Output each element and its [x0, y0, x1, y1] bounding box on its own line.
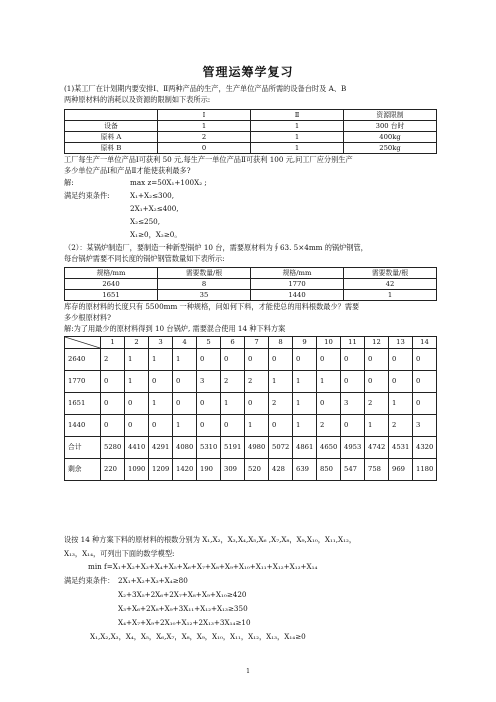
row-label: 1770 — [65, 371, 101, 393]
table-cell: 1 — [251, 132, 344, 143]
table-cell: 1 — [389, 393, 413, 415]
cutting-constraint-4: X₄+X₇+X₉+2X₁₀+X₁₂+2X₁₃+3X₁₄≥10 — [118, 618, 251, 627]
table-row — [65, 459, 437, 481]
objective-function: max z=50X₁+100X₂ ; — [130, 178, 207, 187]
table-cell: 原料 A — [65, 132, 158, 143]
table-cell: 250kg — [344, 143, 437, 154]
table-cell: 1 — [149, 349, 173, 371]
page-number: 1 — [246, 668, 250, 675]
table-cell: 0 — [125, 415, 149, 437]
table-cell: 0 — [197, 415, 221, 437]
table-cell: 0 — [413, 393, 437, 415]
constraints-label: 满足约束条件: — [64, 191, 110, 200]
table-cell: 0 — [149, 415, 173, 437]
table-row — [65, 290, 437, 301]
table-cell: 4320 — [413, 437, 437, 459]
table-cell: 1209 — [149, 459, 173, 481]
nonnegativity-constraint: X₁,X₂,X₃，X₄，X₅，X₆,X₇，X₈，X₉，X₁₀，X₁₁，X₁₂，X₁₃，X₁₄≥0 — [90, 632, 306, 641]
cutting-plan-table — [64, 336, 437, 481]
variable-definition-line1: 设按 14 种方案下料的原材料的根数分别为 X₁,X₂，X₃,X₄,X₅,X₆ ,X₇,X₈，X₉,X₁₀，X₁₁,X₁₂， — [64, 535, 357, 544]
table-cell: 3 — [341, 393, 365, 415]
plan-column-header: 2 — [125, 337, 149, 349]
table-cell: 0 — [173, 393, 197, 415]
constraint-3: X₂≤250, — [130, 217, 161, 226]
plan-column-header: 4 — [173, 337, 197, 349]
table-cell: 1 — [125, 349, 149, 371]
table-cell: 2 — [158, 132, 251, 143]
table-cell: 0 — [101, 393, 125, 415]
plan-column-header: 14 — [413, 337, 437, 349]
table-cell: 1 — [125, 371, 149, 393]
table-cell: 0 — [317, 349, 341, 371]
resource-table — [64, 109, 437, 154]
table-row — [65, 132, 437, 143]
table-cell: 547 — [341, 459, 365, 481]
table-cell: 4650 — [317, 437, 341, 459]
table-cell: 1180 — [413, 459, 437, 481]
table-cell: 4861 — [293, 437, 317, 459]
table-cell: 原料 B — [65, 143, 158, 154]
table-cell: 2 — [221, 371, 245, 393]
table-cell: 0 — [269, 349, 293, 371]
table-cell: 4080 — [173, 437, 197, 459]
table-cell: 0 — [101, 415, 125, 437]
page-title: 管理运筹学复习 — [202, 65, 294, 79]
variable-definition-line2: X₁₃，X₁₄，可列出下面的数学模型: — [64, 549, 175, 558]
table-cell: 0 — [389, 371, 413, 393]
table-cell: 0 — [293, 349, 317, 371]
table-cell: 0 — [389, 349, 413, 371]
table-cell: 1 — [365, 415, 389, 437]
table-row — [65, 371, 437, 393]
table-cell: 42 — [344, 279, 437, 290]
table-cell: 969 — [389, 459, 413, 481]
table-cell: 1 — [293, 415, 317, 437]
table-cell: 4953 — [341, 437, 365, 459]
table-cell: 2 — [389, 415, 413, 437]
table-cell: 0 — [413, 371, 437, 393]
row-label: 1440 — [65, 415, 101, 437]
table-cell: 1 — [173, 349, 197, 371]
table-cell: 1 — [251, 121, 344, 132]
table-cell: 850 — [317, 459, 341, 481]
table-cell: 1 — [221, 393, 245, 415]
table-cell: Ⅱ — [251, 110, 344, 121]
table-cell: 0 — [341, 415, 365, 437]
table-cell: 520 — [245, 459, 269, 481]
table-cell: 1 — [293, 393, 317, 415]
table-cell: 35 — [158, 290, 251, 301]
plan-column-header: 1 — [101, 337, 125, 349]
table-cell: 3 — [197, 371, 221, 393]
constraint-1: X₁+X₂≤300, — [130, 191, 175, 200]
row-label: 剩余 — [65, 459, 101, 481]
table-cell: 1 — [317, 371, 341, 393]
table-cell: 2 — [317, 415, 341, 437]
table-cell: 0 — [317, 393, 341, 415]
solution-label: 解: — [64, 178, 74, 187]
table-cell: 400kg — [344, 132, 437, 143]
table-cell: 需要数量/根 — [344, 268, 437, 279]
table-cell: 0 — [341, 371, 365, 393]
plan-column-header: 5 — [197, 337, 221, 349]
row-label: 2640 — [65, 349, 101, 371]
table-cell — [65, 110, 158, 121]
table-cell: 1 — [173, 415, 197, 437]
table-cell: 0 — [221, 415, 245, 437]
table-cell: 0 — [413, 349, 437, 371]
table-cell: 0 — [221, 349, 245, 371]
table-cell: 5280 — [101, 437, 125, 459]
table-cell: 639 — [293, 459, 317, 481]
table-cell: 1770 — [251, 279, 344, 290]
table-cell: 0 — [158, 143, 251, 154]
table-cell: 1651 — [65, 290, 158, 301]
constraint-2: 2X₁+X₂≤400, — [130, 204, 179, 213]
constraint-4: X₁≥0，X₂≥0。 — [130, 230, 182, 239]
table-cell: 0 — [269, 415, 293, 437]
table-row — [65, 393, 437, 415]
constraints-label-2: 满足约束条件： — [64, 576, 115, 585]
table-cell: 190 — [197, 459, 221, 481]
problem2-question-line1: 库存的原材料的长度只有 5500mm 一种规格，问如何下料，才能使总的用料根数最少？需要 — [64, 302, 360, 311]
table-cell: 1440 — [251, 290, 344, 301]
table-cell: 0 — [197, 349, 221, 371]
table-row — [65, 349, 437, 371]
table-cell: 1 — [245, 415, 269, 437]
table-cell: 0 — [341, 349, 365, 371]
table-cell: 1 — [293, 371, 317, 393]
table-cell: 2 — [101, 349, 125, 371]
cutting-constraint-1: 2X₁+X₂+X₃+X₄≥80 — [118, 576, 188, 585]
row-label: 1651 — [65, 393, 101, 415]
table-cell: 1090 — [125, 459, 149, 481]
table-cell: 300 台时 — [344, 121, 437, 132]
table-cell: 设备 — [65, 121, 158, 132]
table-cell: 4410 — [125, 437, 149, 459]
table-cell: 1 — [149, 393, 173, 415]
plan-column-header: 9 — [293, 337, 317, 349]
table-cell: 4531 — [389, 437, 413, 459]
problem1-intro-line1: (1)某工厂在计划期内要安排Ⅰ、Ⅱ两种产品的生产，生产单位产品所需的设备台时及 A、B — [64, 84, 347, 93]
table-cell: 0 — [245, 393, 269, 415]
plan-column-header: 3 — [149, 337, 173, 349]
table-cell: 1 — [251, 143, 344, 154]
problem2-intro-line2: 每台锅炉需要不同长度的锅炉钢管数量如下表所示: — [64, 254, 225, 263]
table-cell: 4742 — [365, 437, 389, 459]
table-cell: 5191 — [221, 437, 245, 459]
table-cell: Ⅰ — [158, 110, 251, 121]
table-cell: 4291 — [149, 437, 173, 459]
table-cell: 1 — [269, 371, 293, 393]
plan-column-header: 10 — [317, 337, 341, 349]
plan-column-header: 7 — [245, 337, 269, 349]
table-cell: 0 — [245, 349, 269, 371]
table-cell: 1 — [344, 290, 437, 301]
table-cell: 5310 — [197, 437, 221, 459]
table-header-row — [65, 337, 437, 349]
table-row — [65, 143, 437, 154]
table-header-row — [65, 268, 437, 279]
table-cell: 0 — [365, 349, 389, 371]
cutting-constraint-2: X₂+3X₅+2X₆+2X₇+X₈+X₉+X₁₀≥420 — [118, 590, 247, 599]
table-cell: 3 — [413, 415, 437, 437]
problem1-profit-line2: 多少单位产品Ⅰ和产品Ⅱ才能使获利最多? — [64, 166, 191, 175]
table-cell: 8 — [158, 279, 251, 290]
plan-column-header: 12 — [365, 337, 389, 349]
table-cell: 1 — [158, 121, 251, 132]
plan-column-header: 8 — [269, 337, 293, 349]
plan-column-header: 6 — [221, 337, 245, 349]
table-cell: 428 — [269, 459, 293, 481]
table-row — [65, 415, 437, 437]
table-row — [65, 279, 437, 290]
table-row — [65, 121, 437, 132]
table-cell: 0 — [173, 371, 197, 393]
cutting-constraint-3: X₃+X₆+2X₈+X₉+3X₁₁+X₁₂+X₁₃≥350 — [118, 604, 248, 613]
table-cell: 2 — [365, 393, 389, 415]
problem2-intro-line1: （2）：某锅炉制造厂，要制造一种新型锅炉 10 台，需要原材料为∮63. 5×4mm 的锅炉钢管， — [64, 243, 368, 252]
table-cell: 规格/mm — [251, 268, 344, 279]
table-cell: 规格/mm — [65, 268, 158, 279]
table-cell: 2640 — [65, 279, 158, 290]
table-cell: 2 — [269, 393, 293, 415]
table-cell: 0 — [365, 371, 389, 393]
table-cell: 0 — [101, 371, 125, 393]
table-cell: 需要数量/根 — [158, 268, 251, 279]
table-cell: 309 — [221, 459, 245, 481]
table-cell: 758 — [365, 459, 389, 481]
problem1-intro-line2: 两种原材料的消耗以及资源的限制如下表所示: — [64, 95, 211, 104]
plan-column-header: 13 — [389, 337, 413, 349]
diagonal-corner-cell — [65, 337, 101, 349]
plan-column-header: 11 — [341, 337, 365, 349]
min-objective: min f=X₁+X₂+X₃+X₄+X₅+X₆+X₇+X₈+X₉+X₁₀+X₁₁+X₁₂+X₁₃+X₁₄ — [88, 562, 318, 571]
table-cell: 0 — [125, 393, 149, 415]
table-header-row — [65, 110, 437, 121]
problem2-solution-intro: 解:为了用最少的原材料得到 10 台锅炉, 需要混合使用 14 种下料方案 — [64, 324, 286, 333]
table-cell: 2 — [245, 371, 269, 393]
problem1-profit-line1: 工厂每生产一单位产品Ⅰ可获利 50 元,每生产一单位产品Ⅱ可获利 100 元,问工厂应分别生产 — [64, 155, 353, 164]
table-cell: 5072 — [269, 437, 293, 459]
table-row — [65, 437, 437, 459]
table-cell: 4980 — [245, 437, 269, 459]
table-cell: 220 — [101, 459, 125, 481]
problem2-question-line2: 多少根原材料? — [64, 313, 111, 322]
table-cell: 0 — [197, 393, 221, 415]
table-cell: 1420 — [173, 459, 197, 481]
row-label: 合计 — [65, 437, 101, 459]
table-cell: 资源限制 — [344, 110, 437, 121]
pipe-demand-table — [64, 267, 437, 301]
table-cell: 0 — [149, 371, 173, 393]
